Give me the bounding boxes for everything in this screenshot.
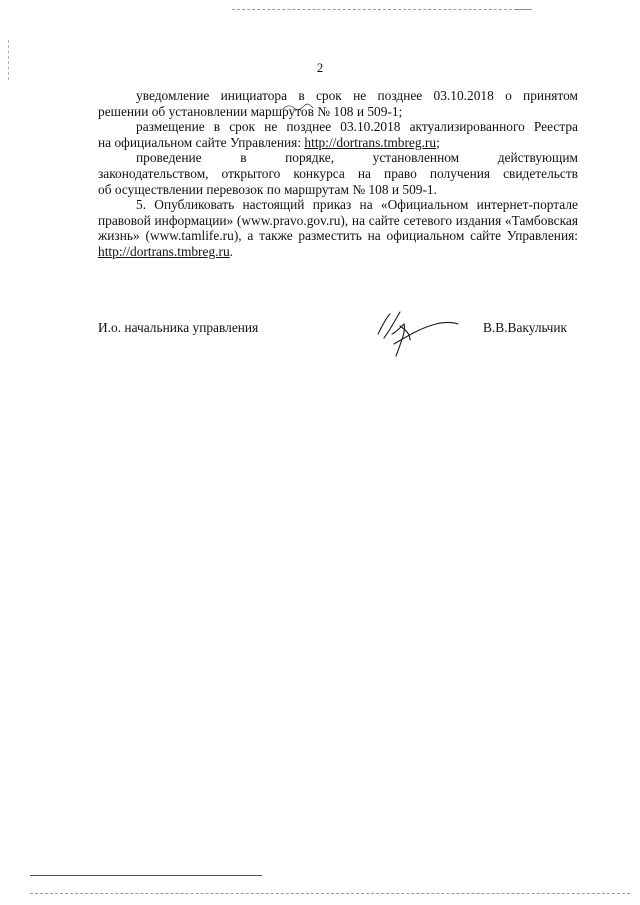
placement-suffix: ;	[436, 134, 440, 150]
paragraph-notification-line2: решении об установлении маршрутов № 108 и 509-1;	[98, 103, 403, 119]
signatory-name: В.В.Вакульчик	[483, 320, 568, 335]
publish-suffix: .	[229, 243, 234, 259]
contest-word: порядке,	[285, 150, 335, 166]
signatory-position: И.о. начальника управления	[98, 320, 259, 335]
paragraph-placement-line1: размещение в срок не позднее 03.10.2018 актуализированного Реестра	[136, 119, 578, 135]
website-link[interactable]: http://dortrans.tmbreg.ru	[304, 134, 437, 150]
paragraph-notification-line1: уведомление инициатора в срок не позднее 03.10.2018 о принятом	[136, 88, 578, 103]
publish-text: 5. Опубликовать настоящий приказ на «Официальном интернет-портале правовой информации» (www.pravo.gov.ru), на сайте сетевого издания «Тамбовская жизнь» (www.tamlife.ru), а также разместить на официальном сайте Управления:	[98, 197, 578, 244]
paragraph-placement-line2	[98, 135, 578, 151]
page-number: 2	[316, 60, 324, 75]
scan-artifact-bottom-rule	[30, 875, 262, 876]
paragraph-contest-line3: об осуществлении перевозок по маршрутам № 108 и 509-1.	[98, 181, 437, 197]
contest-word: действующим	[497, 150, 578, 166]
scan-artifact-top-right	[515, 9, 529, 10]
paragraph-publish	[98, 197, 578, 259]
body-text	[98, 88, 578, 260]
handwritten-signature-icon	[370, 304, 460, 360]
placement-text: на официальном сайте Управления:	[98, 134, 305, 150]
paragraph-contest-line1	[98, 150, 578, 166]
contest-word: проведение	[136, 150, 202, 166]
website-link[interactable]: http://dortrans.tmbreg.ru	[98, 243, 230, 259]
scan-artifact-bottom	[30, 893, 630, 894]
paragraph-contest-line2: законодательством, открытого конкурса на право получения свидетельств	[98, 165, 578, 181]
contest-word: в	[240, 150, 247, 166]
contest-word: установленном	[372, 150, 460, 166]
scan-artifact-top	[232, 9, 532, 10]
